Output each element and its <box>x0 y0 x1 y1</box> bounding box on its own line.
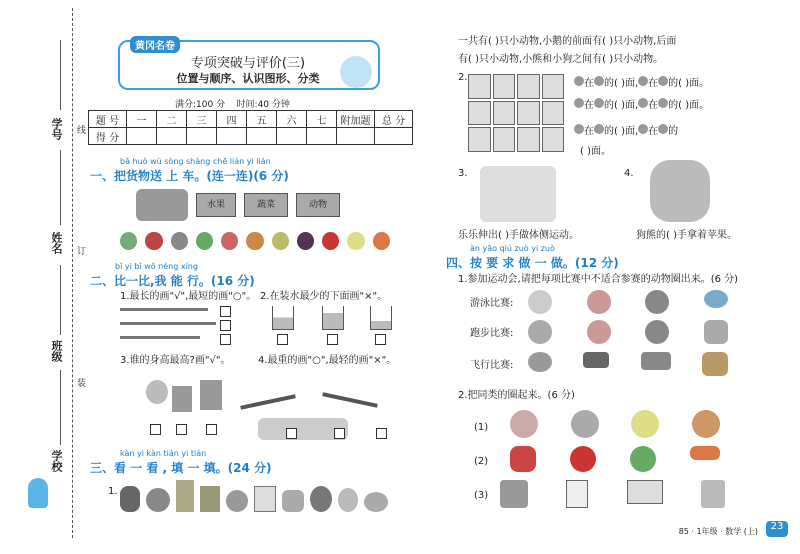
grid-cell <box>468 101 491 126</box>
animal-icon <box>574 76 584 86</box>
run-label: 跑步比赛: <box>470 328 514 339</box>
wagon-label: 水果 <box>206 200 225 210</box>
water-cup-icon <box>370 306 392 330</box>
score-head-cell: 题 号 <box>89 111 127 128</box>
position-line-4: ( )面。 <box>580 146 611 157</box>
bear-icon <box>146 488 170 512</box>
wagon-label: 蔬菜 <box>256 200 275 210</box>
score-head-row <box>89 111 413 128</box>
score-cell[interactable] <box>157 128 187 145</box>
score-head-cell: 一 <box>127 111 157 128</box>
right-text1: 一共有( )只小动物,小鹅的前面有( )只小动物,后面 <box>458 36 677 47</box>
score-head-cell: 五 <box>247 111 277 128</box>
grid-cell <box>517 127 540 152</box>
answer-box[interactable] <box>150 424 161 435</box>
grid-cell <box>468 74 491 99</box>
fly-animals-row <box>528 352 728 378</box>
right-q2-label: 2. <box>458 72 468 83</box>
pig-icon <box>364 492 388 512</box>
score-head-cell: 六 <box>277 111 307 128</box>
answer-box[interactable] <box>375 334 386 345</box>
lion-icon[interactable] <box>692 410 720 438</box>
answer-box[interactable] <box>206 424 217 435</box>
xingming-line <box>60 150 61 225</box>
rope-icon <box>120 322 216 330</box>
sec1-pinyin: bǎ huò wù sòng shàng chē lián yi lián <box>120 157 271 166</box>
deer-icon <box>200 486 220 512</box>
group-row-2 <box>510 446 720 476</box>
side-banji: 班级 <box>50 340 63 362</box>
animal-icon <box>658 76 668 86</box>
sec4-pinyin: àn yāo qiú zuò yi zuò <box>470 244 555 253</box>
animal-icon <box>638 76 648 86</box>
bat-icon[interactable] <box>583 352 609 368</box>
pepper-icon[interactable] <box>510 446 536 472</box>
sec3-pinyin: kàn yi kàn tián yi tián <box>120 449 207 458</box>
crab-icon[interactable] <box>587 320 611 344</box>
sec2-q1: 1.最长的画"√",最短的画"○"。 <box>120 291 257 302</box>
xuexiao-line <box>60 370 61 445</box>
monkey-icon <box>310 486 332 512</box>
duck-icon[interactable] <box>528 290 552 314</box>
right-q4-text: 狗熊的( )手拿着苹果。 <box>636 230 737 241</box>
eagle-icon[interactable] <box>641 352 671 370</box>
score-cell[interactable] <box>217 128 247 145</box>
rabbit-mascot-icon <box>340 56 372 88</box>
broccoli-icon[interactable] <box>630 446 656 472</box>
grid-cell <box>493 74 516 99</box>
animal-icon <box>574 124 584 134</box>
score-value-row <box>89 128 413 145</box>
page-number: 23 <box>766 521 788 537</box>
grid-cell <box>542 101 565 126</box>
score-row-label: 得 分 <box>89 128 127 145</box>
exam-meta <box>175 97 290 110</box>
sec2-q3: 3.谁的身高最高?画"√"。 <box>120 355 231 366</box>
group-label-1: (1) <box>474 422 489 433</box>
bird-icon[interactable] <box>528 352 552 372</box>
score-cell[interactable] <box>375 128 413 145</box>
position-line-1: 在 的( )面, 在 的( )面。 <box>574 76 709 92</box>
answer-box[interactable] <box>176 424 187 435</box>
grid-cell <box>493 127 516 152</box>
sec1-title: 一、把货物送 上 车。(连一连)(6 分) <box>90 169 289 183</box>
score-table <box>88 110 413 145</box>
answer-box[interactable] <box>327 334 338 345</box>
crab-icon <box>221 232 238 250</box>
right-q4-label: 4. <box>624 168 634 179</box>
brand-logo: 黄冈名卷 <box>130 36 180 53</box>
animal-icon <box>638 124 648 134</box>
right-text2: 有( )只小动物,小熊和小狗之间有( )只小动物。 <box>458 54 664 65</box>
score-head-cell: 三 <box>187 111 217 128</box>
footer-text: 85 · 1年级 · 数学 (上) <box>678 527 758 536</box>
zebra-icon <box>172 386 192 412</box>
cat-icon[interactable] <box>571 410 599 438</box>
giraffe-icon <box>176 480 194 512</box>
animal-icon <box>658 98 668 108</box>
cat-icon <box>226 490 248 512</box>
sec3-q1: 1. <box>108 486 118 497</box>
rope-icon <box>120 336 200 344</box>
score-cell[interactable] <box>187 128 217 145</box>
right-q3-label: 3. <box>458 168 468 179</box>
group-label-2: (2) <box>474 456 489 467</box>
grid-cell <box>517 101 540 126</box>
swim-label: 游泳比赛: <box>470 298 514 309</box>
score-head-cell: 二 <box>157 111 187 128</box>
side-xuehao: 学号 <box>50 118 63 140</box>
book-icon[interactable] <box>627 480 663 504</box>
cabbage-icon <box>196 232 213 250</box>
score-cell[interactable] <box>307 128 337 145</box>
answer-box[interactable] <box>277 334 288 345</box>
sec4-q1: 1.参加运动会,请把每项比赛中不适合参赛的动物圈出来。(6 分) <box>458 274 739 285</box>
grid-cell <box>493 101 516 126</box>
train-engine-icon <box>136 189 188 221</box>
pumpkin-icon <box>246 232 263 250</box>
carrot-icon <box>373 232 390 250</box>
grid-cell <box>542 127 565 152</box>
mascot-icon <box>28 478 48 508</box>
score-head-cell: 总 分 <box>375 111 413 128</box>
binding-line <box>72 8 73 538</box>
animal-icon <box>594 76 604 86</box>
side-xuexiao: 学校 <box>50 450 63 472</box>
turtle-icon <box>120 232 137 250</box>
answer-box[interactable] <box>220 306 231 317</box>
answer-box[interactable] <box>220 320 231 331</box>
chick-icon <box>347 232 364 250</box>
side-zhuang: 装 <box>75 378 85 387</box>
time-limit: 时间:40 分钟 <box>236 100 290 110</box>
banji-line <box>60 265 61 335</box>
zebra-icon <box>200 380 222 410</box>
tiger-icon[interactable] <box>510 410 538 438</box>
panda-icon <box>146 380 168 404</box>
score-cell[interactable] <box>277 128 307 145</box>
fish-icon[interactable] <box>704 290 728 308</box>
bird-icon <box>171 232 188 250</box>
monkey-icon[interactable] <box>645 290 669 314</box>
pencil-cup-icon[interactable] <box>701 480 725 508</box>
strawberry-icon <box>145 232 162 250</box>
group-label-3: (3) <box>474 490 489 501</box>
apple-icon <box>322 232 339 250</box>
position-line-3: 在 的( )面, 在 的 <box>574 124 678 140</box>
monkey-icon[interactable] <box>645 320 669 344</box>
wagon <box>196 193 236 217</box>
side-xingming: 姓名 <box>50 232 63 254</box>
seesaw-icon <box>322 392 378 408</box>
animal-icon <box>594 124 604 134</box>
group-row-1 <box>510 410 720 442</box>
right-q3-text: 乐乐伸出( )手做体侧运动。 <box>458 230 579 241</box>
run-animals-row <box>528 320 728 346</box>
answer-box[interactable] <box>286 428 297 439</box>
sec2-q4: 4.最重的画"○",最轻的画"×"。 <box>258 355 397 366</box>
water-cup-icon <box>322 306 344 330</box>
sec4-q2: 2.把同类的圈起来。(6 分) <box>458 390 575 401</box>
boy-exercise-picture <box>480 166 556 222</box>
side-ding: 订 <box>75 246 85 255</box>
grid-cell <box>517 74 540 99</box>
score-head-cell: 附加题 <box>337 111 375 128</box>
wagon <box>296 193 340 217</box>
answer-box[interactable] <box>220 334 231 345</box>
penguin-icon <box>120 486 140 512</box>
carrot-icon[interactable] <box>690 446 720 460</box>
wagon-label: 动物 <box>308 200 327 210</box>
crab-icon[interactable] <box>587 290 611 314</box>
grid-cell <box>542 74 565 99</box>
score-cell[interactable] <box>337 128 375 145</box>
dog-icon <box>282 490 304 512</box>
sec2-q2: 2.在装水最少的下面画"×"。 <box>260 291 388 302</box>
swim-animals-row <box>528 290 728 316</box>
animal-icon <box>594 98 604 108</box>
camel-icon[interactable] <box>702 352 728 376</box>
sec2-pinyin: bǐ yi bǐ wǒ néng xíng <box>115 262 198 271</box>
score-cell[interactable] <box>127 128 157 145</box>
answer-box[interactable] <box>334 428 345 439</box>
sec4-title: 四、按 要 求 做 一 做。(12 分) <box>446 256 619 270</box>
goods-row <box>120 232 390 254</box>
sec3-title: 三、看 一 看 , 填 一 填。(24 分) <box>90 461 272 475</box>
dog-icon[interactable] <box>704 320 728 344</box>
group-row-3 <box>500 480 725 512</box>
score-head-cell: 七 <box>307 111 337 128</box>
telephone-icon[interactable] <box>500 480 528 508</box>
wagon <box>244 193 288 217</box>
animal-line-row <box>120 478 390 512</box>
pear-icon <box>272 232 289 250</box>
goose-icon <box>254 486 276 512</box>
full-score: 满分:100 分 <box>175 100 226 110</box>
score-cell[interactable] <box>247 128 277 145</box>
fly-label: 飞行比赛: <box>470 360 514 371</box>
eggplant-icon <box>297 232 314 250</box>
page-title: 专项突破与评价(三) <box>190 56 306 71</box>
animal-icon <box>638 98 648 108</box>
position-line-2: 在 的( )面, 在 的( )面。 <box>574 98 709 114</box>
seesaw-icon <box>240 394 296 410</box>
paper-icon[interactable] <box>566 480 588 508</box>
side-xian: 线 <box>75 125 85 134</box>
score-head-cell: 四 <box>217 111 247 128</box>
xuehao-line <box>60 40 61 110</box>
animal-icon <box>658 124 668 134</box>
page-subtitle: 位置与顺序、认识图形、分类 <box>176 72 320 85</box>
answer-box[interactable] <box>376 428 387 439</box>
animal-icon <box>574 98 584 108</box>
sec2-title: 二、比一比,我 能 行。(16 分) <box>90 274 255 288</box>
cat-icon[interactable] <box>528 320 552 344</box>
chick-icon[interactable] <box>631 410 659 438</box>
rope-icon <box>120 308 208 316</box>
animal-grid <box>468 74 564 152</box>
rabbit-icon <box>338 488 358 512</box>
water-cup-icon <box>272 306 294 330</box>
grid-cell <box>468 127 491 152</box>
apple-icon[interactable] <box>570 446 596 472</box>
bear-apple-picture <box>650 160 710 222</box>
